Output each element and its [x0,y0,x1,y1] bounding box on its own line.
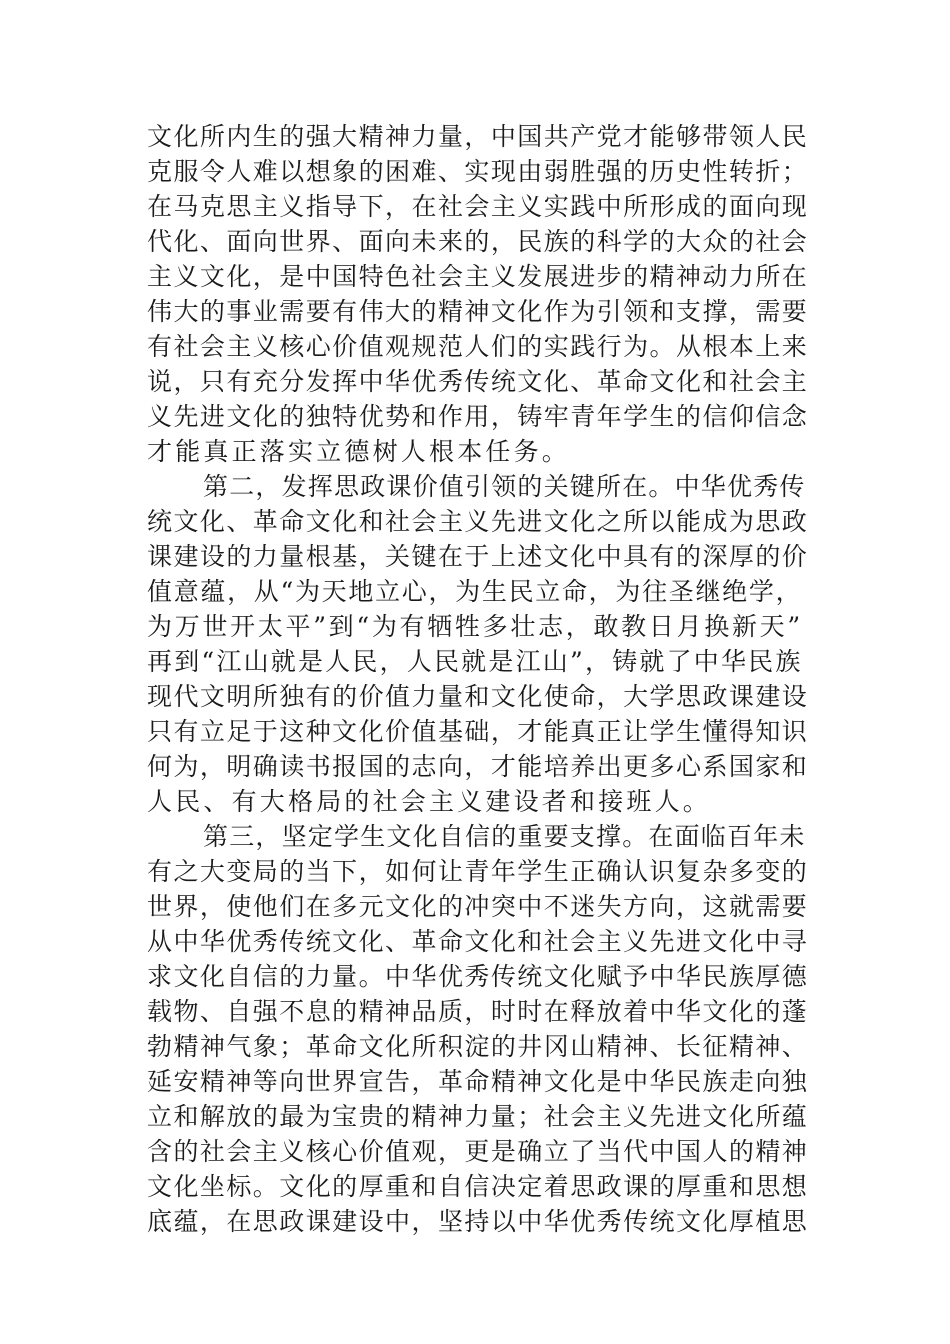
text-line: 文化坐标。文化的厚重和自信决定着思政课的厚重和思想 [147,1172,809,1201]
text-line: 文化所内生的强大精神力量，中国共产党才能够带领人民 [147,122,809,151]
text-line: 值意蕴，从“为天地立心，为生民立命，为往圣继绝学， [147,577,803,606]
paragraph-start-line: 第二，发挥思政课价值引领的关键所在。中华优秀传 [203,472,806,501]
text-line: 为万世开太平”到“为有牺牲多壮志，敢教日月换新天” [147,612,803,641]
text-line: 何为，明确读书报国的志向，才能培养出更多心系国家和 [147,752,809,781]
text-line: 伟大的事业需要有伟大的精神文化作为引领和支撑，需要 [147,297,809,326]
text-line: 延安精神等向世界宣告，革命精神文化是中华民族走向独 [147,1067,809,1096]
text-line: 人民、有大格局的社会主义建设者和接班人。 [147,787,712,816]
text-line: 有之大变局的当下，如何让青年学生正确认识复杂多变的 [147,857,809,886]
text-line: 才能真正落实立德树人根本任务。 [147,437,571,466]
text-line: 主义文化，是中国特色社会主义发展进步的精神动力所在 [147,262,809,291]
text-line: 课建设的力量根基，关键在于上述文化中具有的深厚的价 [147,542,809,571]
text-line: 立和解放的最为宝贵的精神力量；社会主义先进文化所蕴 [147,1102,809,1131]
text-line: 有社会主义核心价值观规范人们的实践行为。从根本上来 [147,332,809,361]
text-line: 只有立足于这种文化价值基础，才能真正让学生懂得知识 [147,717,809,746]
text-line: 克服令人难以想象的困难、实现由弱胜强的历史性转折； [147,157,809,186]
text-line: 求文化自信的力量。中华优秀传统文化赋予中华民族厚德 [147,962,809,991]
text-line: 从中华优秀传统文化、革命文化和社会主义先进文化中寻 [147,927,809,956]
text-line: 勃精神气象；革命文化所积淀的井冈山精神、长征精神、 [147,1032,809,1061]
text-line: 再到“江山就是人民，人民就是江山”，铸就了中华民族 [147,647,803,676]
text-line: 在马克思主义指导下，在社会主义实践中所形成的面向现 [147,192,809,221]
text-line: 代化、面向世界、面向未来的，民族的科学的大众的社会 [147,227,809,256]
text-line: 含的社会主义核心价值观，更是确立了当代中国人的精神 [147,1137,809,1166]
text-line: 义先进文化的独特优势和作用，铸牢青年学生的信仰信念 [147,402,809,431]
text-line: 载物、自强不息的精神品质，时时在释放着中华文化的蓬 [147,997,809,1026]
text-line: 说，只有充分发挥中华优秀传统文化、革命文化和社会主 [147,367,809,396]
body-text [147,119,807,1239]
text-line: 统文化、革命文化和社会主义先进文化之所以能成为思政 [147,507,809,536]
text-line: 现代文明所独有的价值力量和文化使命，大学思政课建设 [147,682,809,711]
text-line: 底蕴，在思政课建设中，坚持以中华优秀传统文化厚植思 [147,1207,809,1236]
paragraph-start-line: 第三，坚定学生文化自信的重要支撑。在面临百年未 [203,822,806,851]
text-line: 世界，使他们在多元文化的冲突中不迷失方向，这就需要 [147,892,809,921]
